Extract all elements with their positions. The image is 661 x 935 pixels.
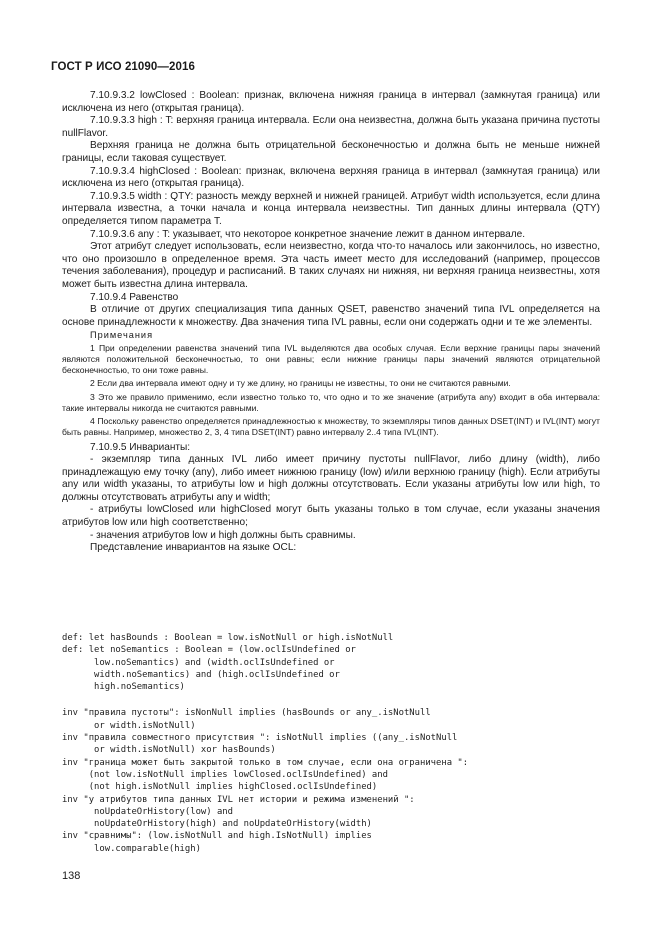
paragraph-any: 7.10.9.3.6 any : T: указывает, что некоторое конкретное значение лежит в данном интервале. [90,228,526,240]
invariant-item-2: - атрибуты lowClosed или highClosed могут быть указаны только в том случае, если указаны значения атрибутов low или high соответственно; [62,504,600,529]
section-heading-invariants: 7.10.9.5 Инварианты: [90,441,191,453]
body-text [62,90,600,555]
invariant-item-1: - экземпляр типа данных IVL либо имеет причину пустоты nullFlavor, либо длину (width), либо принадлежащую ему точку (any), либо имеет нижнюю границу (low) и/или верхнюю границу (high). Если атрибуты any или width указаны, то атрибуты low и high должны отсутствовать. Если указаны атрибуты low или high, то должны отсутствовать атрибуты any и width; [62,454,600,503]
paragraph-high-closed: 7.10.9.3.4 highClosed : Boolean: признак, включена верхняя граница в интервал (замкнутая граница) или исключена из него (открытая граница). [62,165,600,190]
paragraph-any-usage: Этот атрибут следует использовать, если неизвестно, когда что-то началось или закончилось, но известно, что оно произошло в определенное время. Эта часть имеет место для исследований (например, процессов течения заболевания), процедур и расписаний. В таких случаях ни нижняя, ни верхняя граница неизвестны, хотя может быть известна длина интервала. [62,241,600,290]
paragraph-low-closed: 7.10.9.3.2 lowClosed : Boolean: признак, включена нижняя граница в интервал (замкнутая граница) или исключена из него (открытая граница). [62,90,600,114]
ocl-intro: Представление инвариантов на языке OCL: [90,542,297,554]
paragraph-high: 7.10.9.3.3 high : T: верхняя граница интервала. Если она неизвестна, должна быть указана причина пустоты nullFlavor. [62,115,600,139]
section-heading-equality: 7.10.9.4 Равенство [90,291,179,303]
note-2: 2 Если два интервала имеют одну и ту же длину, но границы не известны, то они не считаются равными. [90,378,511,389]
paragraph-high-constraint: Верхняя граница не должна быть отрицательной бесконечностью и должна быть не меньше нижней границы, если таковая существует. [62,140,600,164]
note-4: 4 Поскольку равенство определяется принадлежностью к множеству, то экземпляры типов данных DSET(INT) и IVL(INT) могут быть равны. Например, множество 2, 3, 4 типа DSET(INT) равно интервалу 2..4 типа IVL(INT). [62,416,600,438]
code-gap [62,693,622,707]
note-3: 3 Это же правило применимо, если известно только то, что одно и то же значение (атрибута any) входит в оба интервала: такие интервалы никогда не считаются равными. [62,391,600,413]
ocl-definitions: def: let hasBounds : Boolean = low.isNotNull or high.isNotNull def: let noSemantics : Boolean = (low.oclIsUndefined or low.noSemantics) and (width.oclIsUndefined or width.noSemantics) and (high.oclIsUndefined or high.noSemantics) [62,633,394,693]
paragraph-width: 7.10.9.3.5 width : QTY: разность между верхней и нижней границей. Атрибут width используется, если длина интервала известна, а точки начала и конца интервала неизвестны. Тип данных длины интервала (QTY) определяется типом параметра T. [62,190,600,227]
page-header: ГОСТ Р ИСО 21090—2016 [51,61,196,73]
ocl-code-block [62,632,622,855]
notes-heading: Примечания [90,330,154,341]
note-1: 1 При определении равенства значений типа IVL выделяются два особых случая. Если верхние границы пары значений являются положительной бесконечностью, то они равны; если нижние границы пары значений являются отрицательной бесконечностью, то они тоже равны. [62,342,600,376]
page-number: 138 [62,870,81,882]
paragraph-equality: В отличие от других специализация типа данных QSET, равенство значений типа IVL определяется на основе принадлежности к множеству. Два значения типа IVL равны, если они содержать одни и те же элементы. [62,304,600,328]
invariant-item-3: - значения атрибутов low и high должны быть сравнимы. [90,529,356,541]
ocl-invariants: inv "правила пустоты": isNonNull implies (hasBounds or any_.isNotNull or width.isNotNull) inv "правила совместного присутствия ": isNotNull implies ((any_.isNotNull or width.isNotNull) xor hasBounds) inv "граница может быть закрытой только в том случае, если она ограничена ": (not low.isNotNull implies lowClosed.oclIsUndefined) and (not high.isNotNull implies highClosed.oclIsUndefined) inv "у атрибутов типа данных IVL нет истории и режима изменений ": noUpdateOrHistory(low) and noUpdateOrHistory(high) and noUpdateOrHistory(width) inv "сравнимы": (low.isNotNull and high.IsNotNull) implies low.comparable(high) [62,708,469,854]
